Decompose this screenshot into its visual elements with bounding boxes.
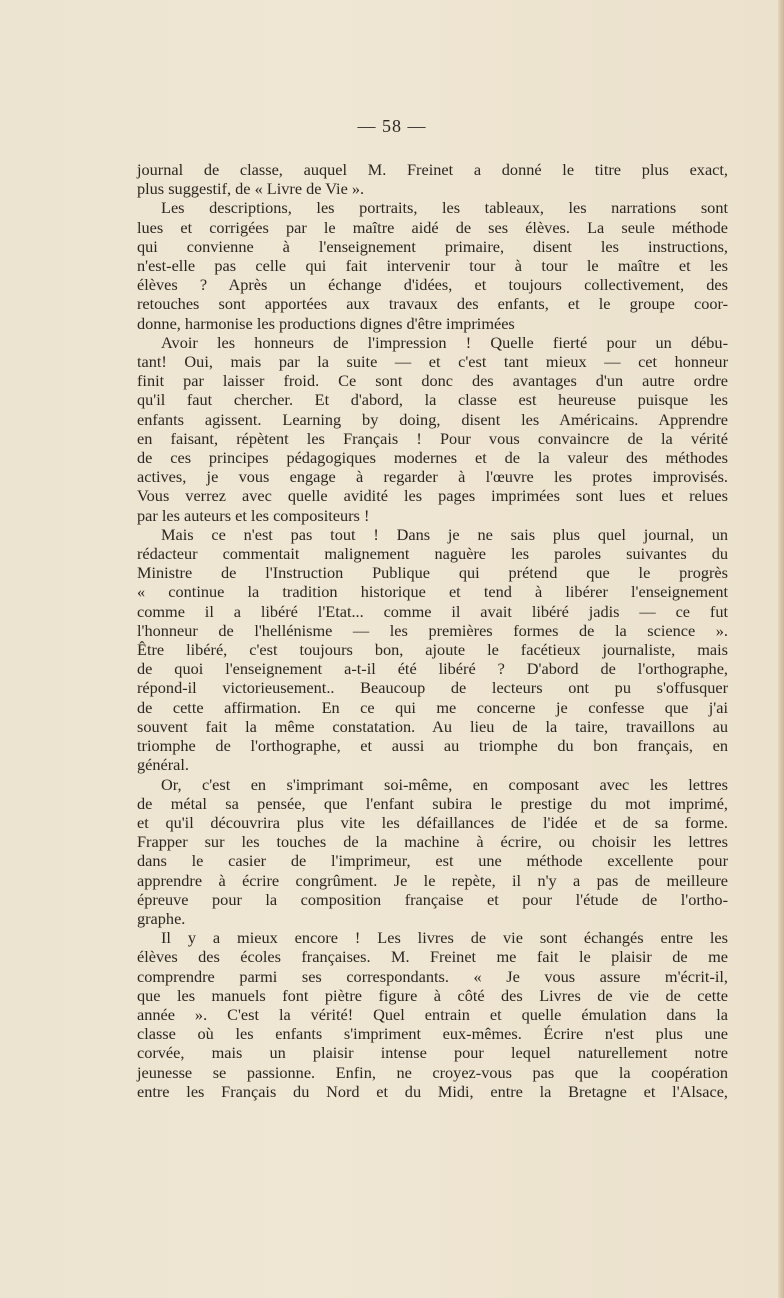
paragraph (137, 928, 728, 1101)
text-line: souvent fait la même constatation. Au lieu de la taire, travaillons au (137, 716, 728, 736)
page-number: — 58 — (357, 116, 427, 136)
text-line: répond-il victorieusement.. Beaucoup de lecteurs ont pu s'offusquer (137, 678, 728, 698)
paragraph (137, 333, 728, 525)
text-line: finit par laisser froid. Ce sont donc des avantages d'un autre ordre (137, 371, 728, 391)
text-line: Être libéré, c'est toujours bon, ajoute le facétieux journaliste, mais (137, 640, 728, 660)
text-line: journal de classe, auquel M. Freinet a donné le titre plus exact, (137, 160, 728, 179)
text-line: l'honneur de l'hellénisme — les premières formes de la science ». (137, 620, 728, 640)
text-line: classe où les enfants s'impriment eux-mêmes. Écrire n'est plus une (137, 1024, 728, 1044)
text-line: épreuve pour la composition française et pour l'étude de l'ortho- (137, 889, 728, 909)
text-line: « continue la tradition historique et tend à libérer l'enseignement (137, 582, 728, 602)
text-line: et qu'il découvrira plus vite les défaillances de l'idée et de sa forme. (137, 812, 728, 832)
text-line: en faisant, répètent les Français ! Pour vous convaincre de la vérité (137, 428, 728, 448)
text-line: élèves ? Après un échange d'idées, et toujours collectivement, des (137, 275, 728, 295)
text-line: jeunesse se passionne. Enfin, ne croyez-vous pas que la coopération (137, 1062, 728, 1082)
paragraph (137, 525, 728, 775)
text-line: corvée, mais un plaisir intense pour lequel naturellement notre (137, 1043, 728, 1063)
text-line: rédacteur commentait malignement naguère les paroles suivantes du (137, 544, 728, 564)
text-line: général. (137, 755, 189, 775)
text-line: comme il a libéré l'Etat... comme il avait libéré jadis — ce fut (137, 601, 728, 621)
text-line: Il y a mieux encore ! Les livres de vie sont échangés entre les (161, 928, 728, 948)
text-line: actives, je vous engage à regarder à l'œuvre les protes improvisés. (137, 467, 728, 487)
text-line: qui convienne à l'enseignement primaire, disent les instructions, (137, 236, 728, 256)
text-line: Mais ce n'est pas tout ! Dans je ne sais plus quel journal, un (161, 524, 728, 544)
text-line: qu'il faut chercher. Et d'abord, la classe est heureuse puisque les (137, 390, 728, 410)
text-line: Frapper sur les touches de la machine à écrire, ou choisir les lettres (137, 832, 728, 852)
text-line: de cette affirmation. En ce qui me concerne je confesse que j'ai (137, 697, 728, 717)
text-line: par les auteurs et les compositeurs ! (137, 505, 370, 525)
text-line: triomphe de l'orthographe, et aussi au triomphe du bon français, en (137, 736, 728, 756)
text-line: Or, c'est en s'imprimant soi-même, en composant avec les lettres (161, 774, 728, 794)
text-line: que les manuels font piètre figure à côté des Livres de vie de cette (137, 985, 728, 1005)
text-line: élèves des écoles françaises. M. Freinet me fait le plaisir de me (137, 947, 728, 967)
text-line: n'est-elle pas celle qui fait intervenir tour à tour le maître et les (137, 256, 728, 276)
text-line: tant! Oui, mais par la suite — et c'est tant mieux — cet honneur (137, 352, 728, 372)
text-line: graphe. (137, 908, 186, 928)
text-line: comprendre parmi ses correspondants. « Je vous assure m'écrit-il, (137, 966, 728, 986)
text-line: lues et corrigées par le maître aidé de ses élèves. La seule méthode (137, 217, 728, 237)
text-line: entre les Français du Nord et du Midi, entre la Bretagne et l'Alsace, (137, 1081, 728, 1101)
text-line: donne, harmonise les productions dignes d'être imprimées (137, 313, 515, 333)
text-line: de quoi l'enseignement a-t-il été libéré ? D'abord de l'orthographe, (137, 659, 728, 679)
text-line: de métal sa pensée, que l'enfant subira le prestige du mot imprimé, (137, 793, 728, 813)
text-line: apprendre à écrire congrûment. Je le repète, il n'y a pas de meilleure (137, 870, 728, 890)
text-line: dans le casier de l'imprimeur, est une méthode excellente pour (137, 851, 728, 871)
paragraph (137, 775, 728, 929)
body-text (137, 160, 728, 1101)
text-line: Vous verrez avec quelle avidité les pages imprimées sont lues et relues (137, 486, 728, 506)
paragraph (137, 160, 728, 198)
text-line: de ces principes pédagogiques modernes et de la valeur des méthodes (137, 448, 728, 468)
paragraph (137, 198, 728, 332)
text-line: plus suggestif, de « Livre de Vie ». (137, 179, 365, 199)
text-line: année ». C'est la vérité! Quel entrain et quelle émulation dans la (137, 1004, 728, 1024)
text-line: Avoir les honneurs de l'impression ! Quelle fierté pour un débu- (161, 332, 728, 352)
page-edge (778, 0, 784, 1298)
text-line: Les descriptions, les portraits, les tableaux, les narrations sont (161, 198, 728, 218)
text-line: enfants agissent. Learning by doing, disent les Américains. Apprendre (137, 409, 728, 429)
text-line: retouches sont apportées aux travaux des enfants, et le groupe coor- (137, 294, 728, 314)
text-line: Ministre de l'Instruction Publique qui prétend que le progrès (137, 563, 728, 583)
